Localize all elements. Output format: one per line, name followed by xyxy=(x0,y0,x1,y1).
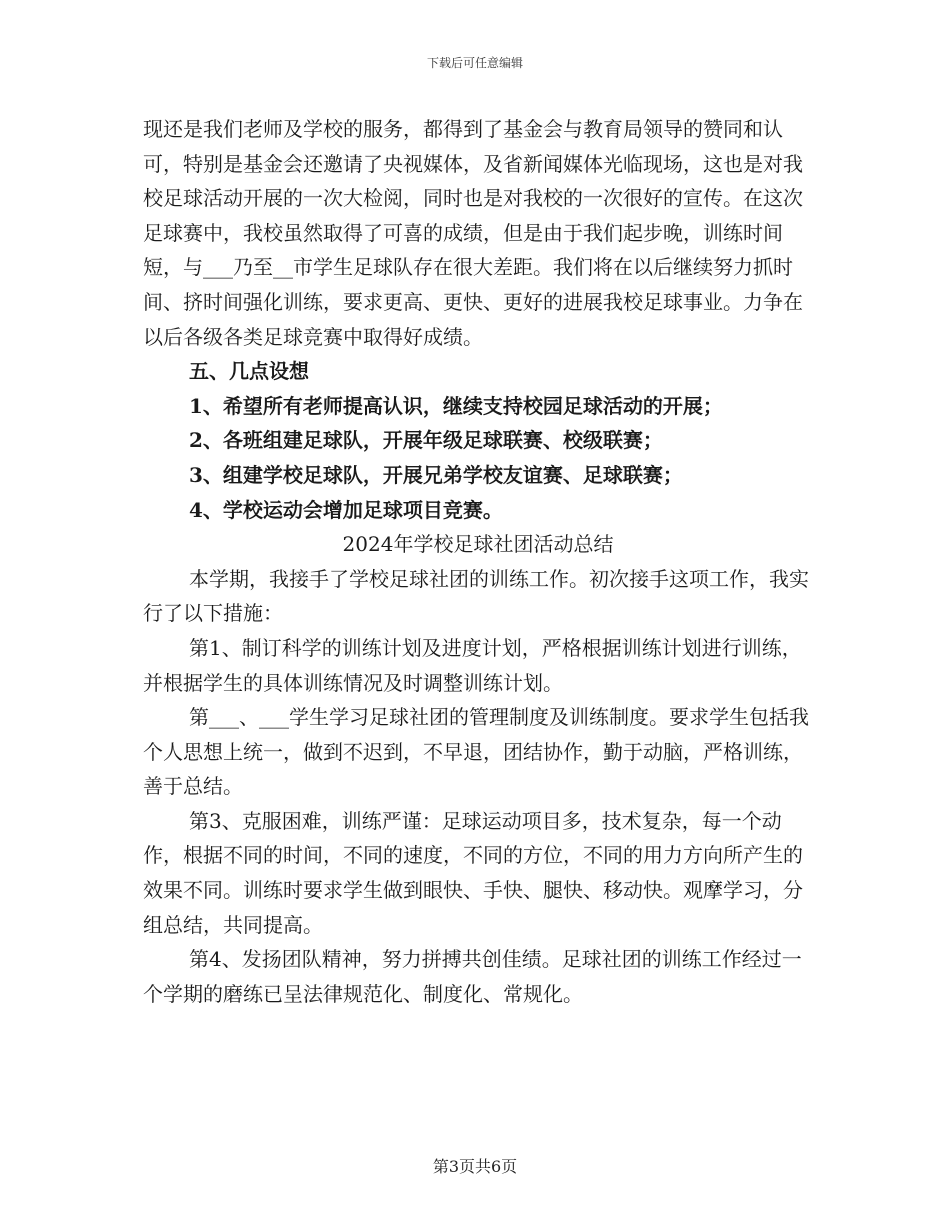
list-item-2: 2、各班组建足球队，开展年级足球联赛、校级联赛； xyxy=(189,428,663,453)
header-note: 下载后可任意编辑 xyxy=(426,56,523,70)
measure-paragraph-2: 第___、___学生学习足球社团的管理制度及训练制度。要求学生包括我个人思想上统一，做到不迟到，不早退，团结协作，勤于动脑，严格训练，善于总结。 xyxy=(143,705,809,799)
paragraph-continuation: 现还是我们老师及学校的服务，都得到了基金会与教育局领导的赞同和认可，特别是基金会还邀请了央视媒体，及省新闻媒体光临现场，这也是对我校足球活动开展的一次大检阅，同时也是对我校的一次很好的宣传。在这次足球赛中，我校虽然取得了可喜的成绩，但是由于我们起步晚，训练时间短，与___乃至__市学生足球队存在很大差距。我们将在以后继续努力抓时间、挤时间强化训练，要求更高、更快、更好的进展我校足球事业。力争在以后各级各类足球竞赛中取得好成绩。 xyxy=(143,117,803,349)
list-item-1: 1、希望所有老师提高认识，继续支持校园足球活动的开展； xyxy=(189,393,723,418)
article-title: 2024年学校足球社团活动总结 xyxy=(342,532,614,557)
page-number-footer: 第3页共6页 xyxy=(432,1157,518,1176)
section-heading-five: 五、几点设想 xyxy=(189,359,309,384)
measure-paragraph-3: 第3、克服困难，训练严谨：足球运动项目多，技术复杂，每一个动作，根据不同的时间，不同的速度，不同的方位，不同的用力方向所产生的效果不同。训练时要求学生做到眼快、手快、腿快、移动快。观摩学习，分组总结，共同提高。 xyxy=(143,808,803,937)
intro-paragraph: 本学期，我接手了学校足球社团的训练工作。初次接手这项工作，我实行了以下措施： xyxy=(143,566,809,626)
measure-paragraph-4: 第4、发扬团队精神，努力拼搏共创佳绩。足球社团的训练工作经过一个学期的磨练已呈法律规范化、制度化、常规化。 xyxy=(143,947,802,1006)
list-item-4: 4、学校运动会增加足球项目竞赛。 xyxy=(189,497,503,522)
measure-paragraph-1: 第1、制订科学的训练计划及进度计划，严格根据训练计划进行训练，并根据学生的具体训练情况及时调整训练计划。 xyxy=(143,635,802,695)
list-item-3: 3、组建学校足球队，开展兄弟学校友谊赛、足球联赛； xyxy=(189,462,683,487)
document-body xyxy=(143,112,813,1011)
